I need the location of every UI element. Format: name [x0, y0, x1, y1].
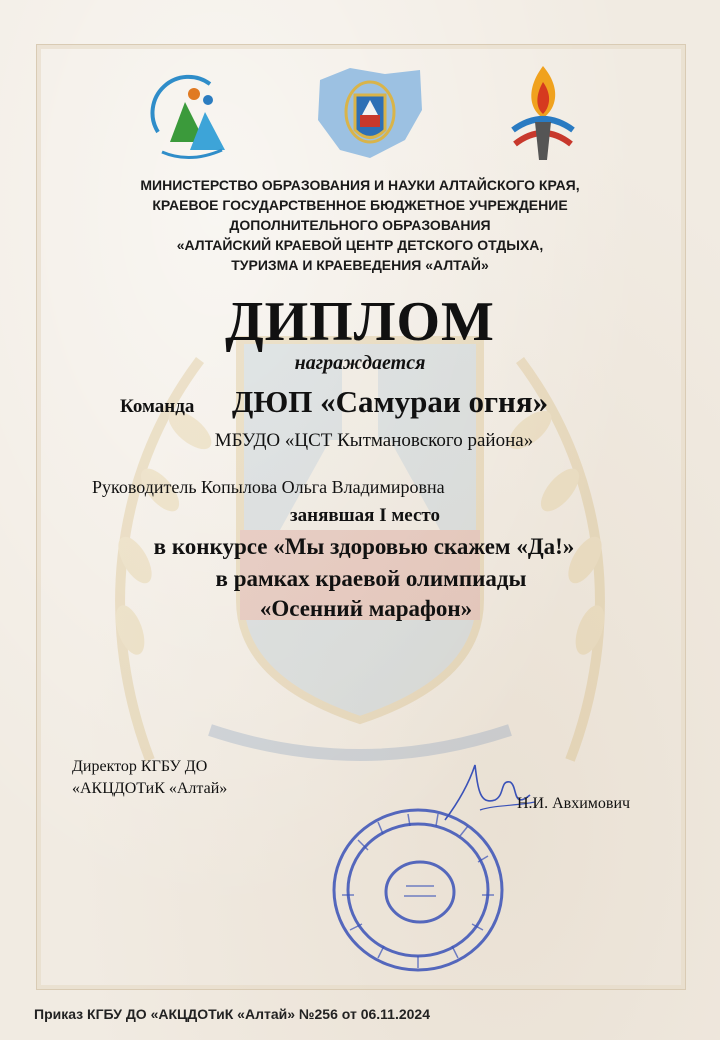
- torch-flame-icon: [505, 60, 580, 165]
- org-line: ТУРИЗМА И КРАЕВЕДЕНИЯ «АЛТАЙ»: [231, 257, 489, 273]
- contest-line: в рамках краевой олимпиады: [215, 566, 527, 591]
- org-line: МИНИСТЕРСТВО ОБРАЗОВАНИЯ И НАУКИ АЛТАЙСКОГО КРАЯ,: [140, 177, 580, 193]
- team-name: ДЮП «Самураи огня»: [232, 384, 549, 419]
- organization-header: [60, 175, 660, 275]
- director-title: [72, 756, 227, 800]
- team-label: Команда: [120, 396, 195, 417]
- altai-map-emblem-icon: [310, 60, 430, 165]
- org-line: КРАЕВОЕ ГОСУДАРСТВЕННОЕ БЮДЖЕТНОЕ УЧРЕЖДЕНИЕ: [152, 197, 568, 213]
- director-line: «АКЦДОТиК «Алтай»: [72, 780, 228, 797]
- director-line: Директор КГБУ ДО: [72, 758, 208, 775]
- org-line: «АЛТАЙСКИЙ КРАЕВОЙ ЦЕНТР ДЕТСКОГО ОТДЫХА,: [176, 237, 544, 253]
- header-logos: [0, 60, 720, 170]
- order-reference: Приказ КГБУ ДО «АКЦДОТиК «Алтай» №256 от 06.11.2024: [34, 1006, 430, 1022]
- team-leader: Руководитель Копылова Ольга Владимировна: [92, 477, 445, 497]
- signer-name: Н.И. Авхимович: [517, 795, 631, 812]
- school-name: МБУДО «ЦСТ Кытмановского района»: [214, 430, 534, 451]
- akcdotik-logo-icon: [150, 72, 230, 167]
- place-taken: занявшая I место: [290, 505, 440, 526]
- team-row: [120, 384, 660, 428]
- awarded-label: награждается: [294, 352, 426, 374]
- diploma-title: ДИПЛОМ: [225, 291, 495, 353]
- org-line: ДОПОЛНИТЕЛЬНОГО ОБРАЗОВАНИЯ: [229, 217, 491, 233]
- contest-line: «Осенний марафон»: [259, 596, 473, 621]
- contest-line: в конкурсе «Мы здоровью скажем «Да!»: [153, 534, 575, 559]
